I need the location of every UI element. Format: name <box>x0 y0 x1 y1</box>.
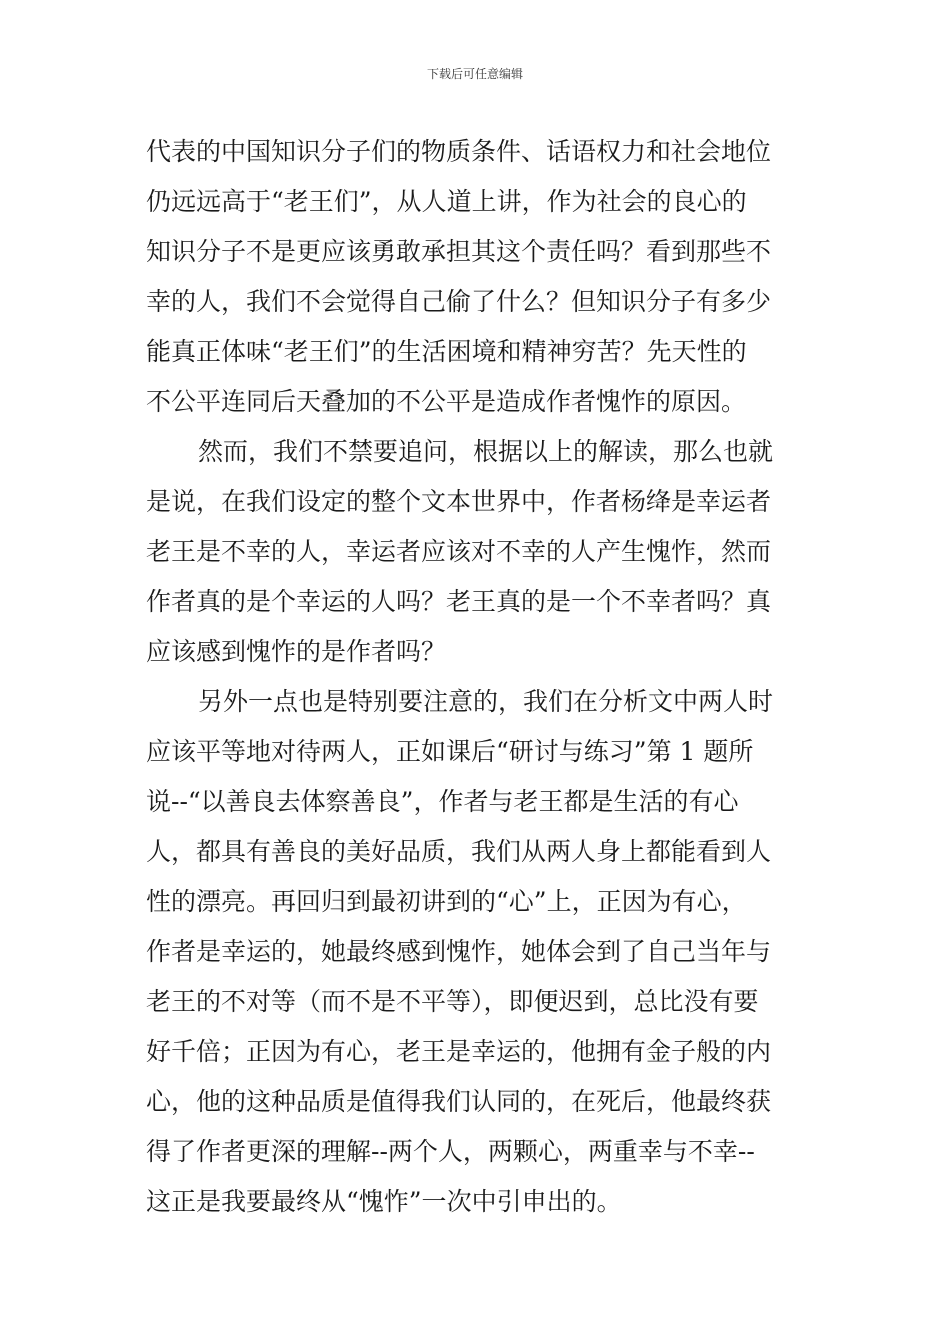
body-line: 老王的不对等（而不是不平等），即便迟到，总比没有要 <box>146 987 759 1016</box>
body-line: 说--“以善良去体察善良”，作者与老王都是生活的有心 <box>146 787 739 816</box>
body-line: 心，他的这种品质是值得我们认同的，在死后，他最终获 <box>146 1087 772 1116</box>
body-line: 是说，在我们设定的整个文本世界中，作者杨绛是幸运者 <box>146 487 772 516</box>
body-line: 仍远远高于“老王们”，从人道上讲，作为社会的良心的 <box>146 187 747 216</box>
body-line: 这正是我要最终从“愧怍”一次中引申出的。 <box>146 1187 622 1216</box>
body-line: 作者真的是个幸运的人吗？老王真的是一个不幸者吗？真 <box>146 587 772 616</box>
body-line: 得了作者更深的理解--两个人，两颗心，两重幸与不幸-- <box>146 1137 755 1166</box>
page-header: 下载后可任意编辑 <box>426 67 523 81</box>
body-line: 不公平连同后天叠加的不公平是造成作者愧怍的原因。 <box>146 387 747 416</box>
body-line: 幸的人，我们不会觉得自己偷了什么？但知识分子有多少 <box>146 287 772 316</box>
body-line: 知识分子不是更应该勇敢承担其这个责任吗？看到那些不 <box>146 237 772 266</box>
paragraph-first-line: 另外一点也是特别要注意的，我们在分析文中两人时 <box>198 687 774 716</box>
body-line: 老王是不幸的人，幸运者应该对不幸的人产生愧怍，然而 <box>146 537 772 566</box>
paragraph-first-line: 然而，我们不禁要追问，根据以上的解读，那么也就 <box>198 437 774 466</box>
body-line: 应该感到愧怍的是作者吗？ <box>146 637 447 666</box>
body-line: 代表的中国知识分子们的物质条件、话语权力和社会地位 <box>146 137 772 166</box>
body-line: 应该平等地对待两人，正如课后“研讨与练习”第 1 题所 <box>146 737 754 766</box>
body-line: 能真正体味“老王们”的生活困境和精神穷苦？先天性的 <box>146 337 747 366</box>
body-line: 性的漂亮。再回归到最初讲到的“心”上，正因为有心， <box>146 887 747 916</box>
body-line: 作者是幸运的，她最终感到愧怍，她体会到了自己当年与 <box>146 937 772 966</box>
body-line: 好千倍；正因为有心，老王是幸运的，他拥有金子般的内 <box>146 1037 772 1066</box>
body-line: 人，都具有善良的美好品质，我们从两人身上都能看到人 <box>146 837 772 866</box>
